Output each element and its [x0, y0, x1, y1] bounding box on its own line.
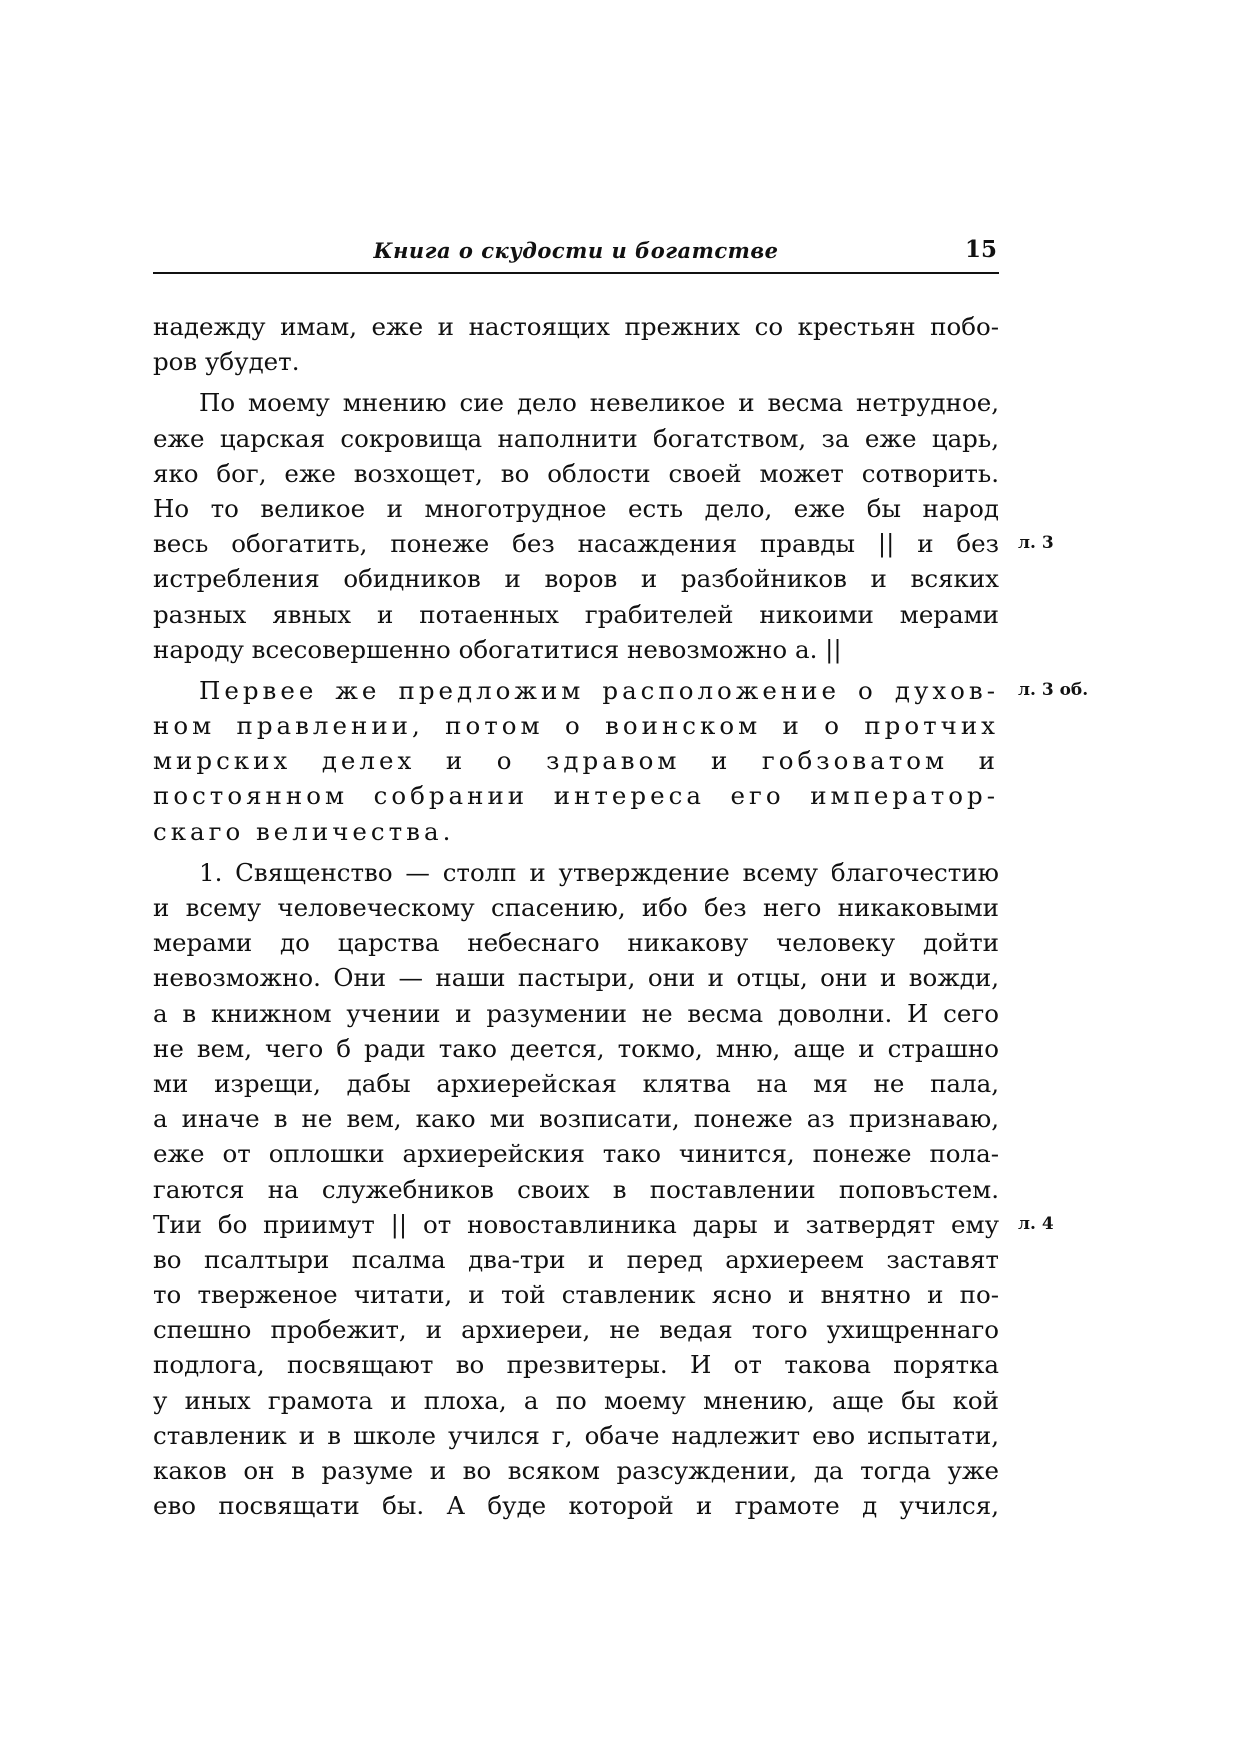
- text-line: [153, 309, 999, 344]
- line-text: яко бог, еже возхощет, во облости своей может сотворить.: [153, 458, 999, 488]
- text-line: [153, 814, 999, 849]
- text-line: [153, 708, 999, 743]
- line-text: то тверженое читати, и той ставленик ясно и внятно и по-: [153, 1280, 999, 1310]
- line-text: постоянном собрании интереса его император-: [153, 781, 999, 811]
- text-line: [153, 561, 999, 596]
- line-text: а иначе в не вем, како ми возписати, понеже аз признаваю,: [153, 1104, 999, 1134]
- line-text: и всему человеческому спасению, ибо без него никаковыми: [153, 893, 999, 922]
- text-line: [153, 1066, 999, 1101]
- line-text: подлога, посвящают во презвитеры. И от такова порятка: [153, 1350, 999, 1380]
- line-text: ставленик и в школе учился г, обаче надлежит ево испытати,: [153, 1420, 999, 1450]
- text-line: [153, 1488, 999, 1523]
- line-text: во псалтыри псалма два-три и перед архиереем заставят: [153, 1244, 999, 1274]
- text-line: [153, 1418, 999, 1453]
- line-text: ном правлении, потом о воинском и о протчих: [153, 711, 999, 741]
- text-line: [153, 855, 999, 890]
- line-text: Первее же предложим расположение о духов-: [199, 675, 999, 705]
- line-text: разных явных и потаенных грабителей никоими мерами: [153, 599, 999, 629]
- text-line: [153, 673, 1089, 708]
- line-text: еже от оплошки архиерейския тако чинится, понеже пола-: [153, 1139, 999, 1169]
- text-line: [153, 385, 999, 420]
- text-line: [153, 1347, 999, 1382]
- line-text: мирских делех и о здравом и гобзоватом и: [153, 746, 999, 776]
- page-number: 15: [964, 236, 997, 263]
- line-text: народу всесовершенно обогатитися невозможно а. ||: [153, 634, 842, 664]
- text-line: [153, 632, 999, 667]
- line-text: невозможно. Они — наши пастыри, они и отцы, они и вожди,: [153, 963, 999, 993]
- line-text: ми изрещи, дабы архиерейская клятва на мя не пала,: [153, 1068, 999, 1098]
- text-line: [153, 996, 999, 1031]
- line-text: спешно пробежит, и архиереи, не ведая того ухищреннаго: [153, 1315, 999, 1345]
- text-line: [153, 344, 999, 379]
- line-text: ево посвящати бы. А буде которой и грамоте д учился,: [153, 1491, 999, 1521]
- text-line: [153, 1277, 999, 1312]
- line-text: а в книжном учении и разумении не весма доволни. И сего: [153, 998, 999, 1028]
- running-title: Книга о скудости и богатстве: [373, 238, 779, 263]
- line-text: скаго величества.: [153, 816, 455, 846]
- running-head: [153, 232, 999, 274]
- line-text: 1. Священство — столп и утверждение всему благочестию: [199, 857, 999, 887]
- line-text: мерами до царства небеснаго никакову человеку дойти: [153, 928, 999, 958]
- folio-margin-note: л. 3 об.: [1018, 679, 1089, 700]
- text-line: [153, 1242, 999, 1277]
- text-line: [153, 1383, 999, 1418]
- text-line: [153, 1101, 999, 1136]
- text-line: [153, 1312, 999, 1347]
- text-line: [153, 1172, 999, 1207]
- text-line: [153, 491, 999, 526]
- text-line: [153, 597, 999, 632]
- line-text: ров убудет.: [153, 347, 300, 377]
- text-line: [153, 1207, 1054, 1242]
- line-text: весь обогатить, понеже без насаждения правды || и без: [153, 529, 999, 559]
- text-line: [153, 1136, 999, 1171]
- text-line: [153, 743, 999, 778]
- text-line: [153, 890, 999, 925]
- line-text: еже царская сокровища наполнити богатством, за еже царь,: [153, 423, 999, 453]
- line-text: надежду имам, еже и настоящих прежних со крестьян побо-: [153, 312, 999, 341]
- body-text: [153, 309, 1089, 1523]
- folio-margin-note: л. 3: [1018, 533, 1054, 554]
- line-text: истребления обидников и воров и разбойников и всяких: [153, 564, 999, 594]
- line-text: у иных грамота и плоха, а по моему мнению, аще бы кой: [153, 1385, 999, 1415]
- text-line: [153, 421, 999, 456]
- line-text: По моему мнению сие дело невеликое и весма нетрудное,: [199, 388, 999, 418]
- text-line: [153, 778, 999, 813]
- text-line: [153, 456, 999, 491]
- line-text: Тии бо приимут || от новоставлиника дары и затвердят ему: [153, 1209, 999, 1239]
- line-text: каков он в разуме и во всяком разсуждении, да тогда уже: [153, 1456, 999, 1485]
- line-text: не вем, чего б ради тако деется, токмо, мню, аще и страшно: [153, 1033, 999, 1063]
- text-line: [153, 925, 999, 960]
- line-text: Но то великое и многотрудное есть дело, еже бы народ: [153, 493, 999, 523]
- text-line: [153, 960, 999, 995]
- text-line: [153, 1453, 999, 1488]
- text-line: [153, 526, 1054, 561]
- folio-margin-note: л. 4: [1018, 1213, 1054, 1234]
- text-line: [153, 1031, 999, 1066]
- line-text: гаются на служебников своих в поставлении поповъстем.: [153, 1174, 999, 1204]
